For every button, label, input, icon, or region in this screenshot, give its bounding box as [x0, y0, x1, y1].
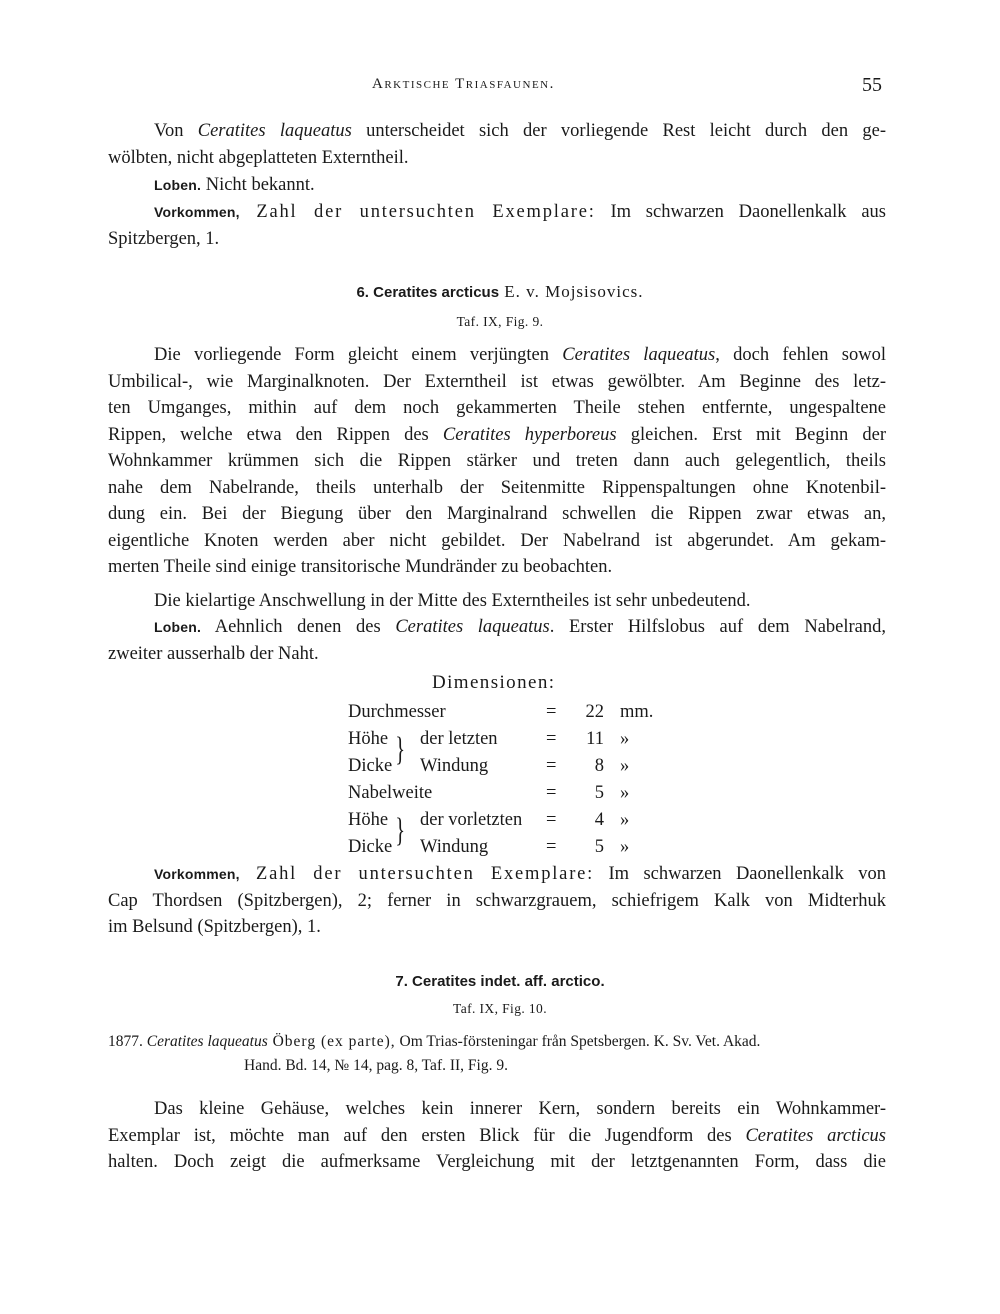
paragraph-vorkommen-1 — [108, 199, 886, 252]
taxon-name: Ceratites laqueatus — [146, 1033, 268, 1050]
text-line: Von Ceratites laqueatus unterscheidet sich der vorliegende Rest leicht durch den ge- — [154, 121, 886, 141]
text-line: Vorkommen, Zahl der untersuchten Exemplare: Im schwarzen Daonellenkalk von — [154, 864, 886, 884]
text-line: im Belsund (Spitzbergen), 1. — [108, 917, 321, 937]
paragraph-indet-description — [108, 1096, 886, 1176]
text-line: Hand. Bd. 14, № 14, pag. 8, Taf. II, Fig. 9. — [244, 1057, 508, 1074]
text-line: Die kielartige Anschwellung in der Mitte des Externtheiles ist sehr unbedeutend. — [154, 591, 751, 611]
paragraph-kiel — [108, 588, 886, 615]
taxon-name: Ceratites arcticus — [745, 1125, 886, 1146]
vorkommen-label: Vorkommen, — [154, 204, 240, 220]
text-line: Exemplar ist, möchte man auf den ersten Blick für die Jugendform des Ceratites arcticus — [108, 1125, 886, 1146]
text-line: 1877. Ceratites laqueatus Öberg (ex parte), Om Trias-försteningar från Spetsbergen. K. Sv. Vet. Akad. — [108, 1033, 761, 1050]
dimensions-title: Dimensionen: — [432, 672, 556, 693]
text-line: dung ein. Bei der Biegung über den Marginalrand schwellen die Rippen zwar etwas an, — [108, 504, 886, 524]
paragraph-laqueatus-comparison — [108, 118, 886, 171]
plate-reference-6: Taf. IX, Fig. 9. — [456, 314, 544, 329]
text-line: Loben. Nicht bekannt. — [154, 175, 315, 195]
section-heading-6: 6. Ceratites arcticus E. v. Mojsisovics. — [356, 282, 644, 301]
vorkommen-label: Vorkommen, — [154, 866, 240, 882]
taxon-name: Ceratites laqueatus — [395, 617, 550, 637]
text-line: nahe dem Nabelrande, theils unterhalb der Seitenmitte Rippenspaltungen ohne Knotenbil- — [108, 477, 886, 498]
text-line: Die vorliegende Form gleicht einem verjüngten Ceratites laqueatus, doch fehlen sowol — [154, 345, 886, 365]
loben-label: Loben. — [154, 619, 202, 635]
running-header: Arktische Triasfaunen. — [372, 76, 555, 92]
text-line: ten Umganges, mithin auf dem noch gekammerten Theile stehen entfernte, ungespaltene — [108, 398, 886, 418]
paragraph-loben-1 — [108, 172, 886, 199]
document-page: Arktische Triasfaunen. 55 Von Ceratites laqueatus unterscheidet sich der vorliegende Rest leicht durch den ge- wölbten, nicht abgeplatteten Externtheil. Loben. Nicht bekannt. Vorkommen, Zahl der untersuchten Exemplare: Im schwarzen Daonellenkalk aus Spitzbergen, 1. 6. Ceratites arcticus E. v. Mojsisovics. Taf. IX, Fig. 9. Die vorliegende Form gleicht einem verjüngten Ceratites laqueatus, doch fehlen sowol Umbilical-, wie Marginalknoten. Der Externtheil ist etwas gewölbter. Am Beginne des letz- ten Umganges, mithin auf dem noch gekammerten Theile stehen entfernte, ungespaltene Rippen, welche etwa den Rippen des Ceratites hyperboreus gleichen. Erst mit Beginn der Wohnkammer krümmen sich die Rippen stärker und treten dann auch gelegentlich, theils nahe dem Nabelrande, theils unterhalb der Seitenmitte Rippenspaltungen ohne Knotenbil- dung ein. Bei der Biegung über den Marginalrand schwellen die Rippen zwar etwas an, eigentliche Knoten werden aber nicht gebildet. Der Nabelrand ist abgerundet. Am gekam- merten Theile sind einige transitorische Mundränder zu beobachten. Die kielartige Anschwellung in der Mitte des Externtheiles ist sehr unbedeutend. Loben. Aehnlich denen des Ceratites laqueatus. Erster Hilfslobus auf dem Nabelrand, zweiter ausserhalb der Naht. Dimensionen: Durchmesser = 22 mm. Höhe der letzten = 11 » Dicke Windung = 8 » Nabelweite = 5 » Höhe der vorletzten = 4 » Dicke Windung = 5 » } } Vorkommen, Zahl der untersuchten Exemplare: Im schwarzen Daonellenkalk von Cap Thordsen (Spitzbergen), 2; ferner in schwarzgrauem, schiefrigem Kalk von Midterhuk im Belsund (Spitzbergen), 1. 7. Ceratites indet. aff. arctico. Taf. IX, Fig. 10. 1877. Ceratites laqueatus Öberg (ex parte), Om Trias-försteningar från Spetsbergen. K. Sv. Vet. Akad. Hand. Bd. 14, № 14, pag. 8, Taf. II, Fig. 9. Das kleine Gehäuse, welches kein innerer Kern, sondern bereits ein Wohnkammer- Exemplar ist, möchte man auf den ersten Blick für die Jugendform des Ceratites arcticus halten. Doch zeigt die aufmerksame Vergleichung mit der letztgenannten Form, dass die — [0, 0, 1000, 1314]
plate-reference-7: Taf. IX, Fig. 10. — [453, 1001, 547, 1016]
text-line: merten Theile sind einige transitorische Mundränder zu beobachten. — [108, 557, 613, 577]
curly-brace-icon: } — [395, 812, 406, 849]
curly-brace-icon: } — [395, 731, 406, 768]
text-line: wölbten, nicht abgeplatteten Externtheil. — [108, 147, 409, 168]
text-line: Wohnkammer krümmen sich die Rippen stärker und treten dann auch gelegentlich, theils — [108, 451, 886, 471]
taxon-name: Ceratites hyperboreus — [442, 424, 617, 445]
paragraph-loben-2 — [108, 614, 886, 667]
text-line: Vorkommen, Zahl der untersuchten Exemplare: Im schwarzen Daonellenkalk aus — [154, 202, 886, 222]
taxon-name: Ceratites laqueatus — [197, 121, 352, 141]
text-line: zweiter ausserhalb der Naht. — [108, 643, 319, 664]
text-line: Loben. Aehnlich denen des Ceratites laqueatus. Erster Hilfslobus auf dem Nabelrand, — [154, 617, 886, 637]
text-line: Rippen, welche etwa den Rippen des Ceratites hyperboreus gleichen. Erst mit Beginn der — [108, 424, 886, 445]
text-line: Spitzbergen, 1. — [108, 228, 220, 249]
taxon-name: Ceratites laqueatus — [562, 345, 716, 365]
page-number: 55 — [862, 74, 882, 96]
text-line: eigentliche Knoten werden aber nicht gebildet. Der Nabelrand ist abgerundet. Am gekam- — [108, 530, 886, 551]
text-line: Cap Thordsen (Spitzbergen), 2; ferner in schwarzgrauem, schiefrigem Kalk von Midterhuk — [108, 890, 886, 911]
text-line: halten. Doch zeigt die aufmerksame Vergleichung mit der letztgenannten Form, dass die — [108, 1152, 886, 1172]
text-line: Umbilical-, wie Marginalknoten. Der Externtheil ist etwas gewölbter. Am Beginne des letz- — [108, 371, 886, 392]
paragraph-vorkommen-2 — [108, 861, 886, 941]
section-heading-7: 7. Ceratites indet. aff. arctico. — [395, 973, 605, 990]
loben-label: Loben. — [154, 177, 202, 193]
synonymy-reference — [108, 1030, 886, 1078]
text-line: Das kleine Gehäuse, welches kein innerer Kern, sondern bereits ein Wohnkammer- — [154, 1099, 886, 1119]
paragraph-arcticus-description — [108, 342, 886, 581]
